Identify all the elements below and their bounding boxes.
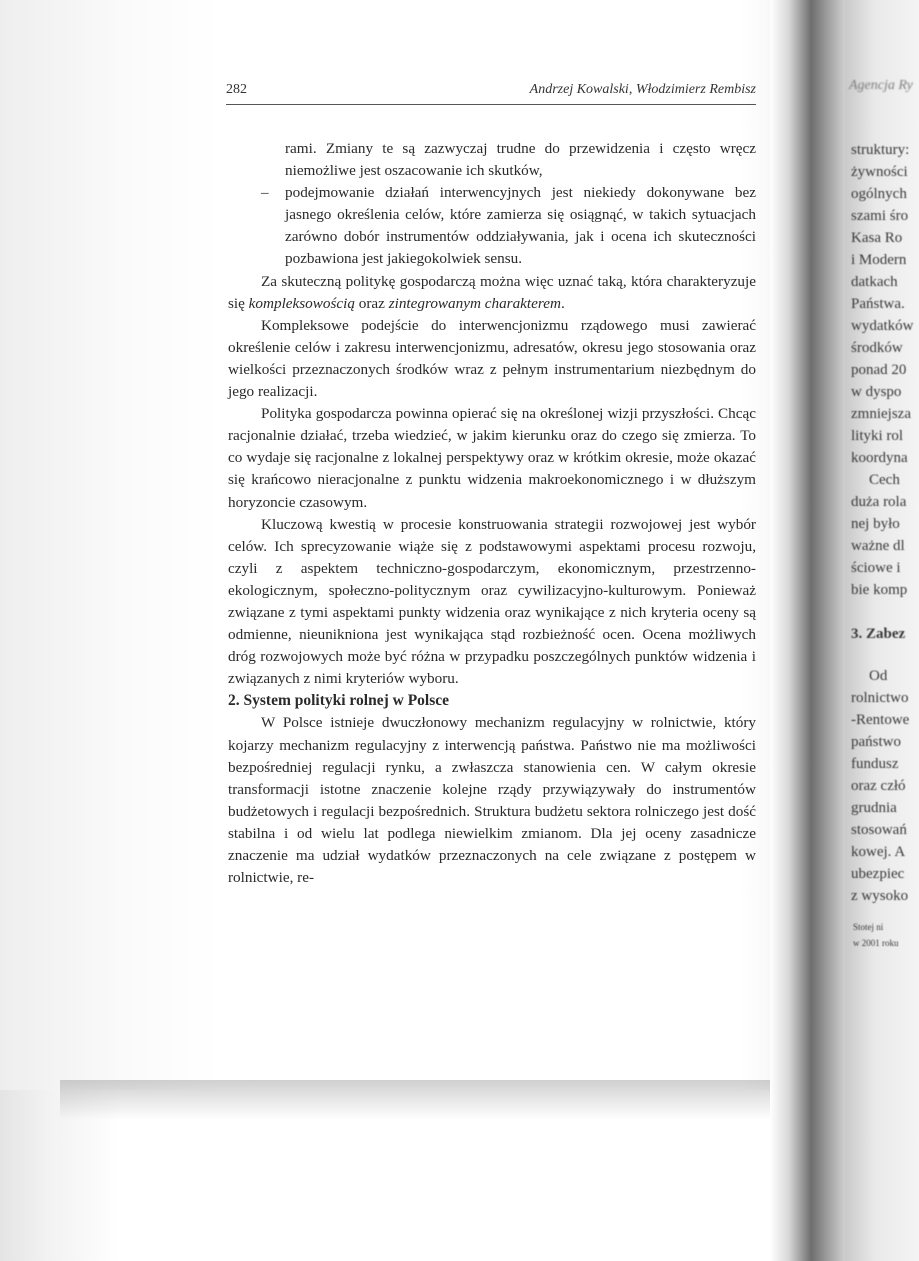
list-continuation: rami. Zmiany te są zazwyczaj trudne do przewidzenia i często wręcz niemożliwe jest oszacowanie ich skutków,: [285, 140, 756, 180]
dash-item-text: podejmowanie działań interwencyjnych jest niekiedy dokonywane bez jasnego określenia celów, które zamierza się osiągnąć, w takich sytuacjach zarówno dobór instrumentów oddziaływania, jak i ocena ich skuteczności pozbawiona jest jakiegokolwiek sensu.: [285, 184, 756, 268]
running-head: Andrzej Kowalski, Włodzimierz Rembisz: [529, 82, 756, 97]
book-gutter: [770, 0, 845, 1261]
adjacent-page-line: bie komp: [851, 582, 908, 598]
adjacent-page-line: środków: [851, 340, 903, 356]
adjacent-page-line: struktury:: [851, 142, 910, 158]
adjacent-page: [845, 0, 919, 1261]
paragraph-2: Kompleksowe podejście do interwencjonizmu rządowego musi zawierać określenie celów i zakresu interwencjonizmu, adresatów, okresu jego stosowania oraz wielkości przeznaczonych środków wraz z pełnym instrumentarium niezbędnym do jego realizacji.: [228, 316, 756, 401]
adjacent-page-line: rolnictwo: [851, 690, 909, 706]
adjacent-page-line: i Modern: [851, 252, 907, 268]
para1-end: .: [560, 294, 565, 312]
paragraph-3: Polityka gospodarcza powinna opierać się na określonej wizji przyszłości. Chcąc racjonalnie działać, trzeba wiedzieć, w jakim kierunku oraz do czego się zmierza. To co wydaje się racjonalne z lokalnej perspektywy oraz w krótkim okresie, może okazać się krańcowo nieracjonalne z punktu widzenia makroekonomicznego i w dłuższym horyzoncie czasowym.: [228, 405, 756, 511]
body-text: [228, 138, 756, 889]
adjacent-page-line: zmniejsza: [851, 406, 911, 422]
adjacent-page-line: koordyna: [851, 450, 908, 466]
para1-emphasis-1: kompleksowością: [248, 294, 355, 312]
page-bottom-shadow: [60, 1080, 800, 1120]
adjacent-page-line: żywności: [851, 164, 908, 180]
page-header: [226, 82, 756, 105]
dash-bullet: –: [261, 184, 269, 202]
adjacent-page-line: ponad 20: [851, 362, 907, 378]
adjacent-page-line: ubezpiec: [851, 866, 905, 882]
adjacent-page-line: Od: [869, 668, 888, 684]
adjacent-page-line: fundusz: [851, 756, 899, 772]
adjacent-page-line: w dyspo: [851, 384, 902, 400]
adjacent-page-line: Cech: [869, 472, 900, 488]
adjacent-page-line: Kasa Ro: [851, 230, 903, 246]
adjacent-page-line: ściowe i: [851, 560, 901, 576]
adjacent-page-line: duża rola: [851, 494, 907, 510]
adjacent-page-line: Stotej ni: [853, 922, 884, 932]
para1-mid: oraz: [354, 294, 389, 312]
adjacent-page-line: ogólnych: [851, 186, 907, 202]
adjacent-page-line: datkach: [851, 274, 898, 290]
adjacent-page-line: kowej. A: [851, 844, 906, 860]
adjacent-page-line: grudnia: [851, 800, 897, 816]
adjacent-page-line: -Rentowe: [851, 712, 910, 728]
adjacent-page-line: nej było: [851, 516, 900, 532]
adjacent-page-line: wydatków: [851, 318, 914, 334]
adjacent-page-header: Agencja Ry: [849, 78, 913, 93]
adjacent-page-line: oraz człó: [851, 778, 906, 794]
section-title: 2. System polityki rolnej w Polsce: [228, 692, 450, 710]
paragraph-1: [228, 271, 756, 315]
dash-list-item: [228, 182, 756, 270]
paragraph-5: W Polsce istnieje dwuczłonowy mechanizm regulacyjny w rolnictwie, który kojarzy mechanizm regulacyjny z interwencją państwa. Państwo nie ma możliwości bezpośredniej regulacji rynku, a zwłaszcza stanowienia cen. W całym okresie transformacji istotne znaczenie kolejne rządy przywiązywały do instrumentów budżetowych i regulacji bezpośrednich. Struktura budżetu sektora rolniczego jest dość stabilna i od wielu lat podlega niewielkim zmianom. Dla jej oceny zasadnicze znaczenie ma udział wydatków przeznaczonych na cele związane z postępem w rolnictwie, re-: [228, 714, 756, 887]
paragraph-4: Kluczową kwestią w procesie konstruowania strategii rozwojowej jest wybór celów. Ich sprecyzowanie wiąże się z podstawowymi aspektami procesu rozwoju, czyli z aspektem techniczno-gospodarczym, ekonomicznym, przestrzenno-ekologicznym, społeczno-politycznym oraz cywilizacyjno-kulturowym. Ponieważ związane z tymi aspektami punkty widzenia oraz wynikające z nich kryteria oceny są odmienne, nieunikniona jest wynikająca stąd rozbieżność ocen. Ocena możliwych dróg rozwojowych może być różna w przypadku poszczególnych punktów widzenia i związanych z nimi kryteriów wyboru.: [228, 515, 756, 688]
adjacent-page-line: ważne dl: [851, 538, 905, 554]
adjacent-page-line: Państwa.: [851, 296, 905, 312]
adjacent-page-line: państwo: [851, 734, 901, 750]
page-number: 282: [226, 82, 247, 97]
adjacent-page-line: z wysoko: [851, 888, 909, 904]
para1-start: Za skuteczną politykę gospodarczą można więc uznać taką, która charakteryzuje się: [228, 272, 756, 312]
adjacent-page-line: 3. Zabez: [851, 626, 906, 642]
adjacent-page-line: w 2001 roku: [853, 938, 899, 948]
adjacent-page-line: szami śro: [851, 208, 909, 224]
adjacent-page-line: lityki rol: [851, 428, 904, 444]
adjacent-page-line: stosowań: [851, 822, 907, 838]
para1-emphasis-2: zintegrowanym charakterem: [388, 294, 561, 312]
